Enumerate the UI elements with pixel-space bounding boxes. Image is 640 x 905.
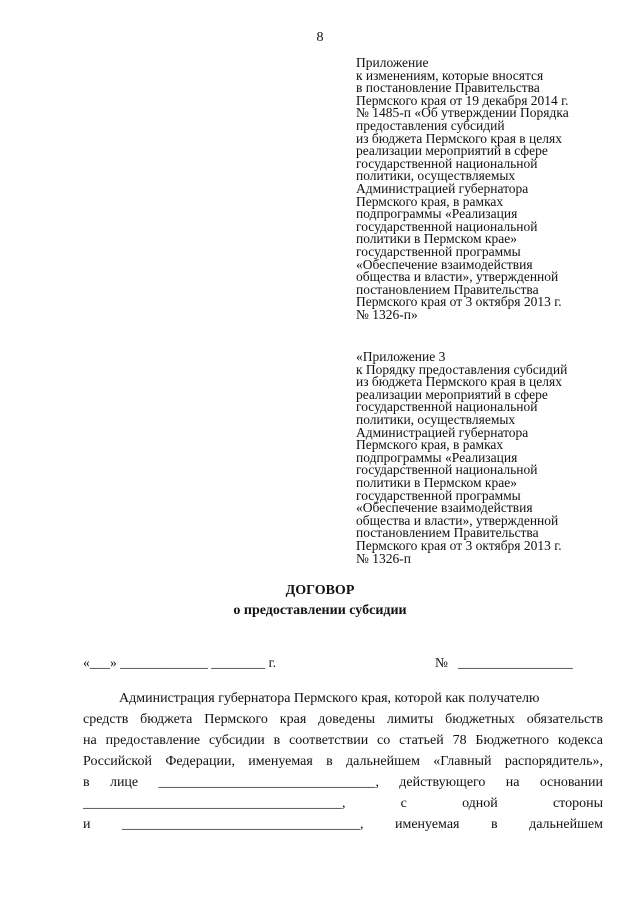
appendix-line: к изменениям, которые вносятся bbox=[356, 67, 544, 83]
appendix-line: № 1326-п» bbox=[356, 306, 418, 322]
paragraph-word: _____________________________________, bbox=[83, 796, 346, 811]
annex-line: постановлением Правительства bbox=[356, 525, 539, 541]
paragraph-word: и bbox=[83, 817, 91, 832]
paragraph-word: стороны bbox=[552, 796, 603, 811]
appendix-line: «Обеспечение взаимодействия bbox=[356, 256, 533, 272]
annex-line: государственной национальной bbox=[356, 462, 538, 478]
appendix-line: Приложение bbox=[356, 55, 429, 70]
paragraph-word: на bbox=[505, 775, 520, 790]
appendix-line: политики в Пермском крае» bbox=[356, 231, 517, 247]
paragraph-line-5 bbox=[83, 775, 603, 791]
appendix-line: общества и власти», утвержденной bbox=[356, 269, 559, 285]
paragraph-word: основании bbox=[539, 775, 603, 790]
appendix-line: постановлением Правительства bbox=[356, 281, 539, 297]
paragraph-line-3: на предоставление субсидии в соответствии со статьей 78 Бюджетного кодекса bbox=[83, 733, 603, 748]
paragraph-word: с bbox=[400, 796, 407, 811]
page-number: 8 bbox=[316, 30, 324, 45]
annex-line: из бюджета Пермского края в целях bbox=[356, 374, 562, 390]
appendix-line: предоставления субсидий bbox=[356, 117, 505, 133]
paragraph-word: именуемая bbox=[394, 817, 460, 832]
paragraph-line-4: Российской Федерации, именуемая в дальнейшем «Главный распорядитель», bbox=[83, 754, 603, 769]
paragraph-word: дальнейшем bbox=[529, 817, 603, 832]
paragraph-word: действующего bbox=[399, 775, 486, 790]
paragraph-line-1: Администрация губернатора Пермского края, которой как получателю bbox=[119, 691, 540, 706]
document-title: ДОГОВОР bbox=[285, 583, 355, 598]
appendix-line: Пермского края, в рамках bbox=[356, 193, 504, 209]
annex-line: политики в Пермском крае» bbox=[356, 474, 517, 490]
contract-date-field: «___» _____________ ________ г. bbox=[83, 655, 277, 670]
paragraph-line-7 bbox=[83, 817, 603, 833]
annex-line: государственной программы bbox=[356, 487, 521, 503]
annex-line: реализации мероприятий в сфере bbox=[356, 386, 548, 402]
appendix-line: государственной программы bbox=[356, 243, 521, 259]
annex-line: Пермского края, в рамках bbox=[356, 437, 504, 453]
paragraph-word: _______________________________, bbox=[158, 775, 379, 790]
contract-number-label: № bbox=[435, 655, 448, 670]
appendix-line: политики, осуществляемых bbox=[356, 168, 516, 184]
paragraph-word: в bbox=[83, 775, 90, 790]
contract-number-field: _________________ bbox=[458, 655, 573, 670]
annex-line: Администрацией губернатора bbox=[356, 424, 529, 440]
annex-line: Пермского края от 3 октября 2013 г. bbox=[356, 537, 562, 553]
appendix-line: государственной национальной bbox=[356, 218, 538, 234]
paragraph-word: лице bbox=[109, 775, 139, 790]
paragraph-line-2: средств бюджета Пермского края доведены лимиты бюджетных обязательств bbox=[83, 712, 603, 727]
annex-line: «Приложение 3 bbox=[356, 349, 446, 364]
annex-line: общества и власти», утвержденной bbox=[356, 512, 559, 528]
paragraph-word: __________________________________, bbox=[121, 817, 364, 832]
appendix-line: Пермского края от 3 октября 2013 г. bbox=[356, 294, 562, 310]
appendix-line: подпрограммы «Реализация bbox=[356, 206, 518, 222]
paragraph-word: в bbox=[490, 817, 498, 832]
appendix-approval-block bbox=[356, 57, 616, 321]
annex-line: «Обеспечение взаимодействия bbox=[356, 500, 533, 516]
appendix-line: реализации мероприятий в сфере bbox=[356, 143, 548, 159]
annex-line: к Порядку предоставления субсидий bbox=[356, 361, 568, 377]
annex-line: политики, осуществляемых bbox=[356, 411, 516, 427]
appendix-line: № 1485-п «Об утверждении Порядка bbox=[356, 105, 569, 121]
appendix-line: Пермского края от 19 декабря 2014 г. bbox=[356, 92, 569, 108]
paragraph-line-6 bbox=[83, 796, 603, 812]
appendix-line: в постановление Правительства bbox=[356, 80, 540, 96]
annex-line: государственной национальной bbox=[356, 399, 538, 415]
appendix-line: государственной национальной bbox=[356, 155, 538, 171]
annex-line: подпрограммы «Реализация bbox=[356, 449, 518, 465]
appendix-line: Администрацией губернатора bbox=[356, 180, 529, 196]
appendix-line: из бюджета Пермского края в целях bbox=[356, 130, 562, 146]
document-subtitle: о предоставлении субсидии bbox=[233, 603, 407, 618]
annex-3-header-block bbox=[356, 351, 616, 565]
annex-line: № 1326-п bbox=[356, 550, 411, 566]
date-number-row bbox=[83, 655, 603, 671]
paragraph-word: одной bbox=[462, 796, 498, 811]
